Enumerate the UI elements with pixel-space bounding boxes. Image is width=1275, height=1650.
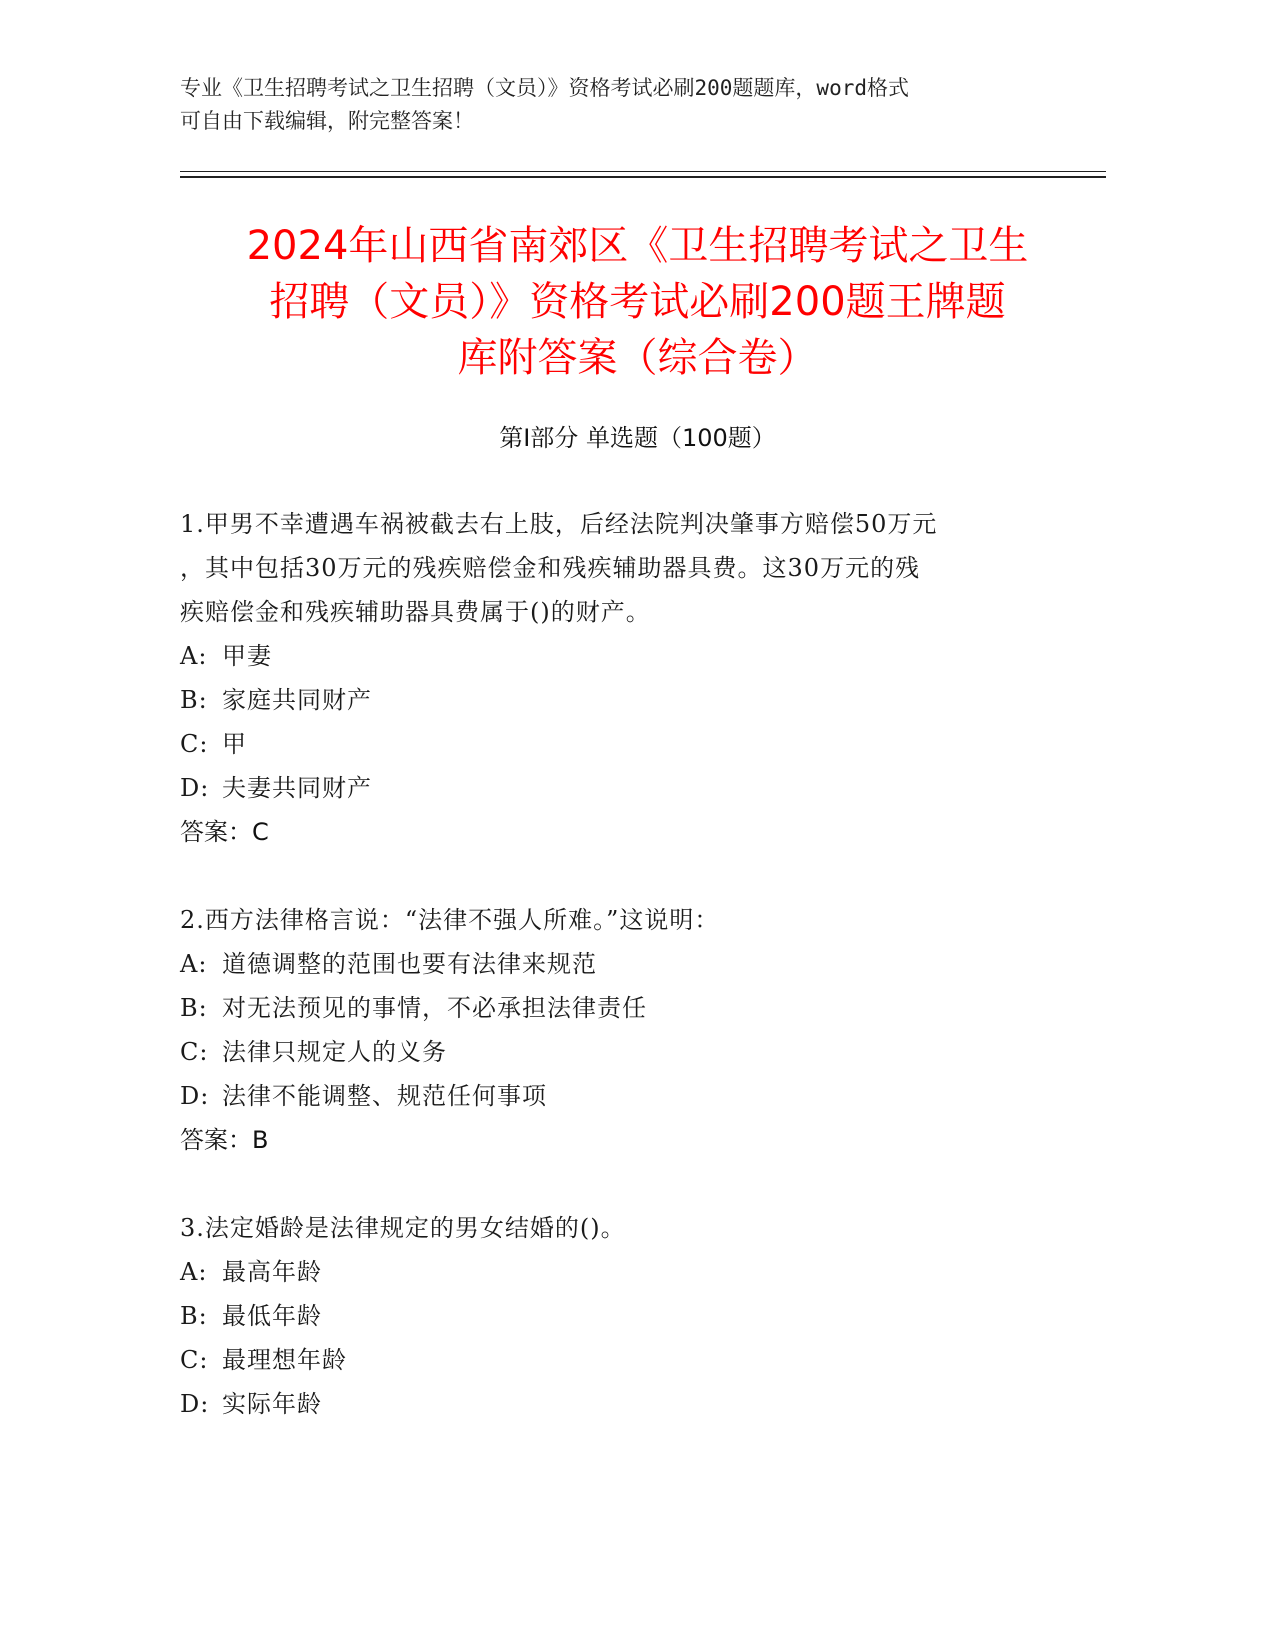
- question-stem-line: 疾赔偿金和残疾辅助器具费属于()的财产。: [180, 598, 651, 626]
- option-text: 最低年龄: [222, 1302, 322, 1330]
- option-text: 实际年龄: [222, 1390, 322, 1418]
- option-b: [180, 678, 1040, 722]
- header-note-line-2: 可自由下载编辑，附完整答案！: [180, 109, 474, 133]
- option-letter: C:: [180, 730, 209, 758]
- option-a: [180, 634, 1040, 678]
- option-letter: A:: [180, 950, 208, 978]
- option-c: [180, 722, 1040, 766]
- header-divider-thick: [180, 176, 1106, 178]
- answer-line: 答案：B: [180, 1126, 269, 1154]
- question-stem-line: 1.甲男不幸遭遇车祸被截去右上肢，后经法院判决肇事方赔偿50万元: [180, 510, 938, 538]
- option-text: 最理想年龄: [222, 1346, 347, 1374]
- header-divider-thin: [180, 171, 1106, 172]
- option-letter: A:: [180, 1258, 208, 1286]
- option-text: 法律只规定人的义务: [222, 1038, 447, 1066]
- option-letter: A:: [180, 642, 208, 670]
- question-3: [180, 1206, 1040, 1426]
- option-d: [180, 1382, 1040, 1426]
- section-heading: 第I部分 单选题（100题）: [499, 424, 776, 452]
- option-c: [180, 1338, 1040, 1382]
- option-a: [180, 942, 1040, 986]
- title-line-1: 2024年山西省南郊区《卫生招聘考试之卫生: [246, 223, 1029, 269]
- option-letter: C:: [180, 1038, 209, 1066]
- option-text: 最高年龄: [222, 1258, 322, 1286]
- option-text: 家庭共同财产: [222, 686, 372, 714]
- question-stem-line: ，其中包括30万元的残疾赔偿金和残疾辅助器具费。这30万元的残: [180, 554, 921, 582]
- option-letter: B:: [180, 994, 208, 1022]
- option-letter: D:: [180, 1390, 210, 1418]
- option-letter: C:: [180, 1346, 209, 1374]
- header-note: [180, 72, 1040, 138]
- answer-line: 答案：C: [180, 818, 269, 846]
- question-stem-line: 3.法定婚龄是法律规定的男女结婚的()。: [180, 1214, 626, 1242]
- option-d: [180, 766, 1040, 810]
- question-2: [180, 898, 1040, 1162]
- option-letter: D:: [180, 1082, 210, 1110]
- option-letter: B:: [180, 686, 208, 714]
- option-text: 道德调整的范围也要有法律来规范: [222, 950, 597, 978]
- option-text: 对无法预见的事情，不必承担法律责任: [222, 994, 647, 1022]
- option-c: [180, 1030, 1040, 1074]
- title-line-3: 库附答案（综合卷）: [457, 335, 818, 381]
- title-line-2: 招聘（文员）》资格考试必刷200题王牌题: [269, 279, 1006, 325]
- question-stem-line: 2.西方法律格言说：“法律不强人所难。”这说明：: [180, 906, 720, 934]
- header-note-line-1: 专业《卫生招聘考试之卫生招聘（文员）》资格考试必刷200题题库，word格式: [180, 76, 909, 100]
- option-text: 甲: [222, 730, 247, 758]
- question-list: [180, 502, 1040, 1470]
- option-b: [180, 1294, 1040, 1338]
- option-b: [180, 986, 1040, 1030]
- option-text: 法律不能调整、规范任何事项: [222, 1082, 547, 1110]
- option-letter: D:: [180, 774, 210, 802]
- option-d: [180, 1074, 1040, 1118]
- option-a: [180, 1250, 1040, 1294]
- option-letter: B:: [180, 1302, 208, 1330]
- document-title: [150, 218, 1125, 386]
- option-text: 甲妻: [222, 642, 272, 670]
- question-1: [180, 502, 1040, 854]
- option-text: 夫妻共同财产: [222, 774, 372, 802]
